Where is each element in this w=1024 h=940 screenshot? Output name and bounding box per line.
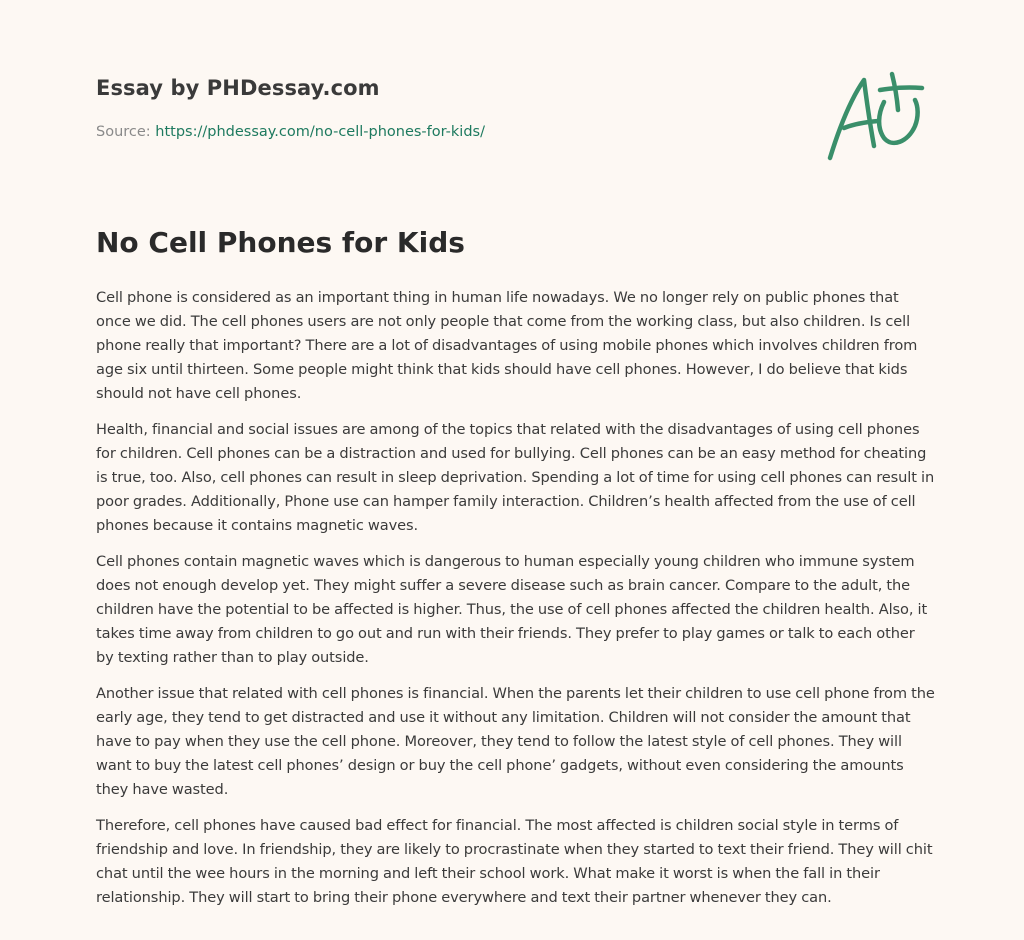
essay-body — [96, 286, 936, 922]
source-label: Source: — [96, 124, 156, 140]
essay-paragraph: Health, financial and social issues are among of the topics that related with the disadvantages of using cell phones for children. Cell phones can be a distraction and used for bullying. Cell phones can be an easy method for cheating is true, too. Also, cell phones can result in sleep deprivation. Spending a lot of time for using cell phones can result in poor grades. Additionally, Phone use can hamper family interaction. Children’s health affected from the use of cell phones because it contains magnetic waves. — [96, 421, 935, 534]
essay-title: No Cell Phones for Kids — [96, 226, 465, 259]
essay-paragraph: Cell phones contain magnetic waves which is dangerous to human especially young children who immune system does not enough develop yet. They might suffer a severe disease such as brain cancer. Compare to the adult, the children have the potential to be affected is higher. Thus, the use of cell phones affected the children health. Also, it takes time away from children to go out and run with their friends. They prefer to play games or talk to each other by texting rather than to play outside. — [96, 553, 928, 666]
essay-paragraph: Another issue that related with cell phones is financial. When the parents let their children to use cell phone from the early age, they tend to get distracted and use it without any limitation. Children will not consider the amount that have to pay when they use the cell phone. Moreover, they tend to follow the latest style of cell phones. They will want to buy the latest cell phones’ design or buy the cell phone’ gadgets, without even considering the amounts they have wasted. — [96, 685, 935, 798]
source-line — [96, 124, 485, 140]
essay-paragraph: Therefore, cell phones have caused bad effect for financial. The most affected is children social style in terms of friendship and love. In friendship, they are likely to procrastinate when they started to text their friend. They will chit chat until the wee hours in the morning and left their school work. What make it worst is when the fall in their relationship. They will start to bring their phone everywhere and text their partner whenever they can. — [96, 817, 933, 906]
a-plus-logo-icon — [820, 66, 930, 166]
source-link[interactable]: https://phdessay.com/no-cell-phones-for-kids/ — [155, 124, 485, 140]
essay-paragraph: Cell phone is considered as an important thing in human life nowadays. We no longer rely on public phones that once we did. The cell phones users are not only people that come from the working class, but also children. Is cell phone really that important? There are a lot of disadvantages of using mobile phones which involves children from age six until thirteen. Some people might think that kids should have cell phones. However, I do believe that kids should not have cell phones. — [96, 289, 918, 402]
site-brand: Essay by PHDessay.com — [96, 76, 380, 100]
